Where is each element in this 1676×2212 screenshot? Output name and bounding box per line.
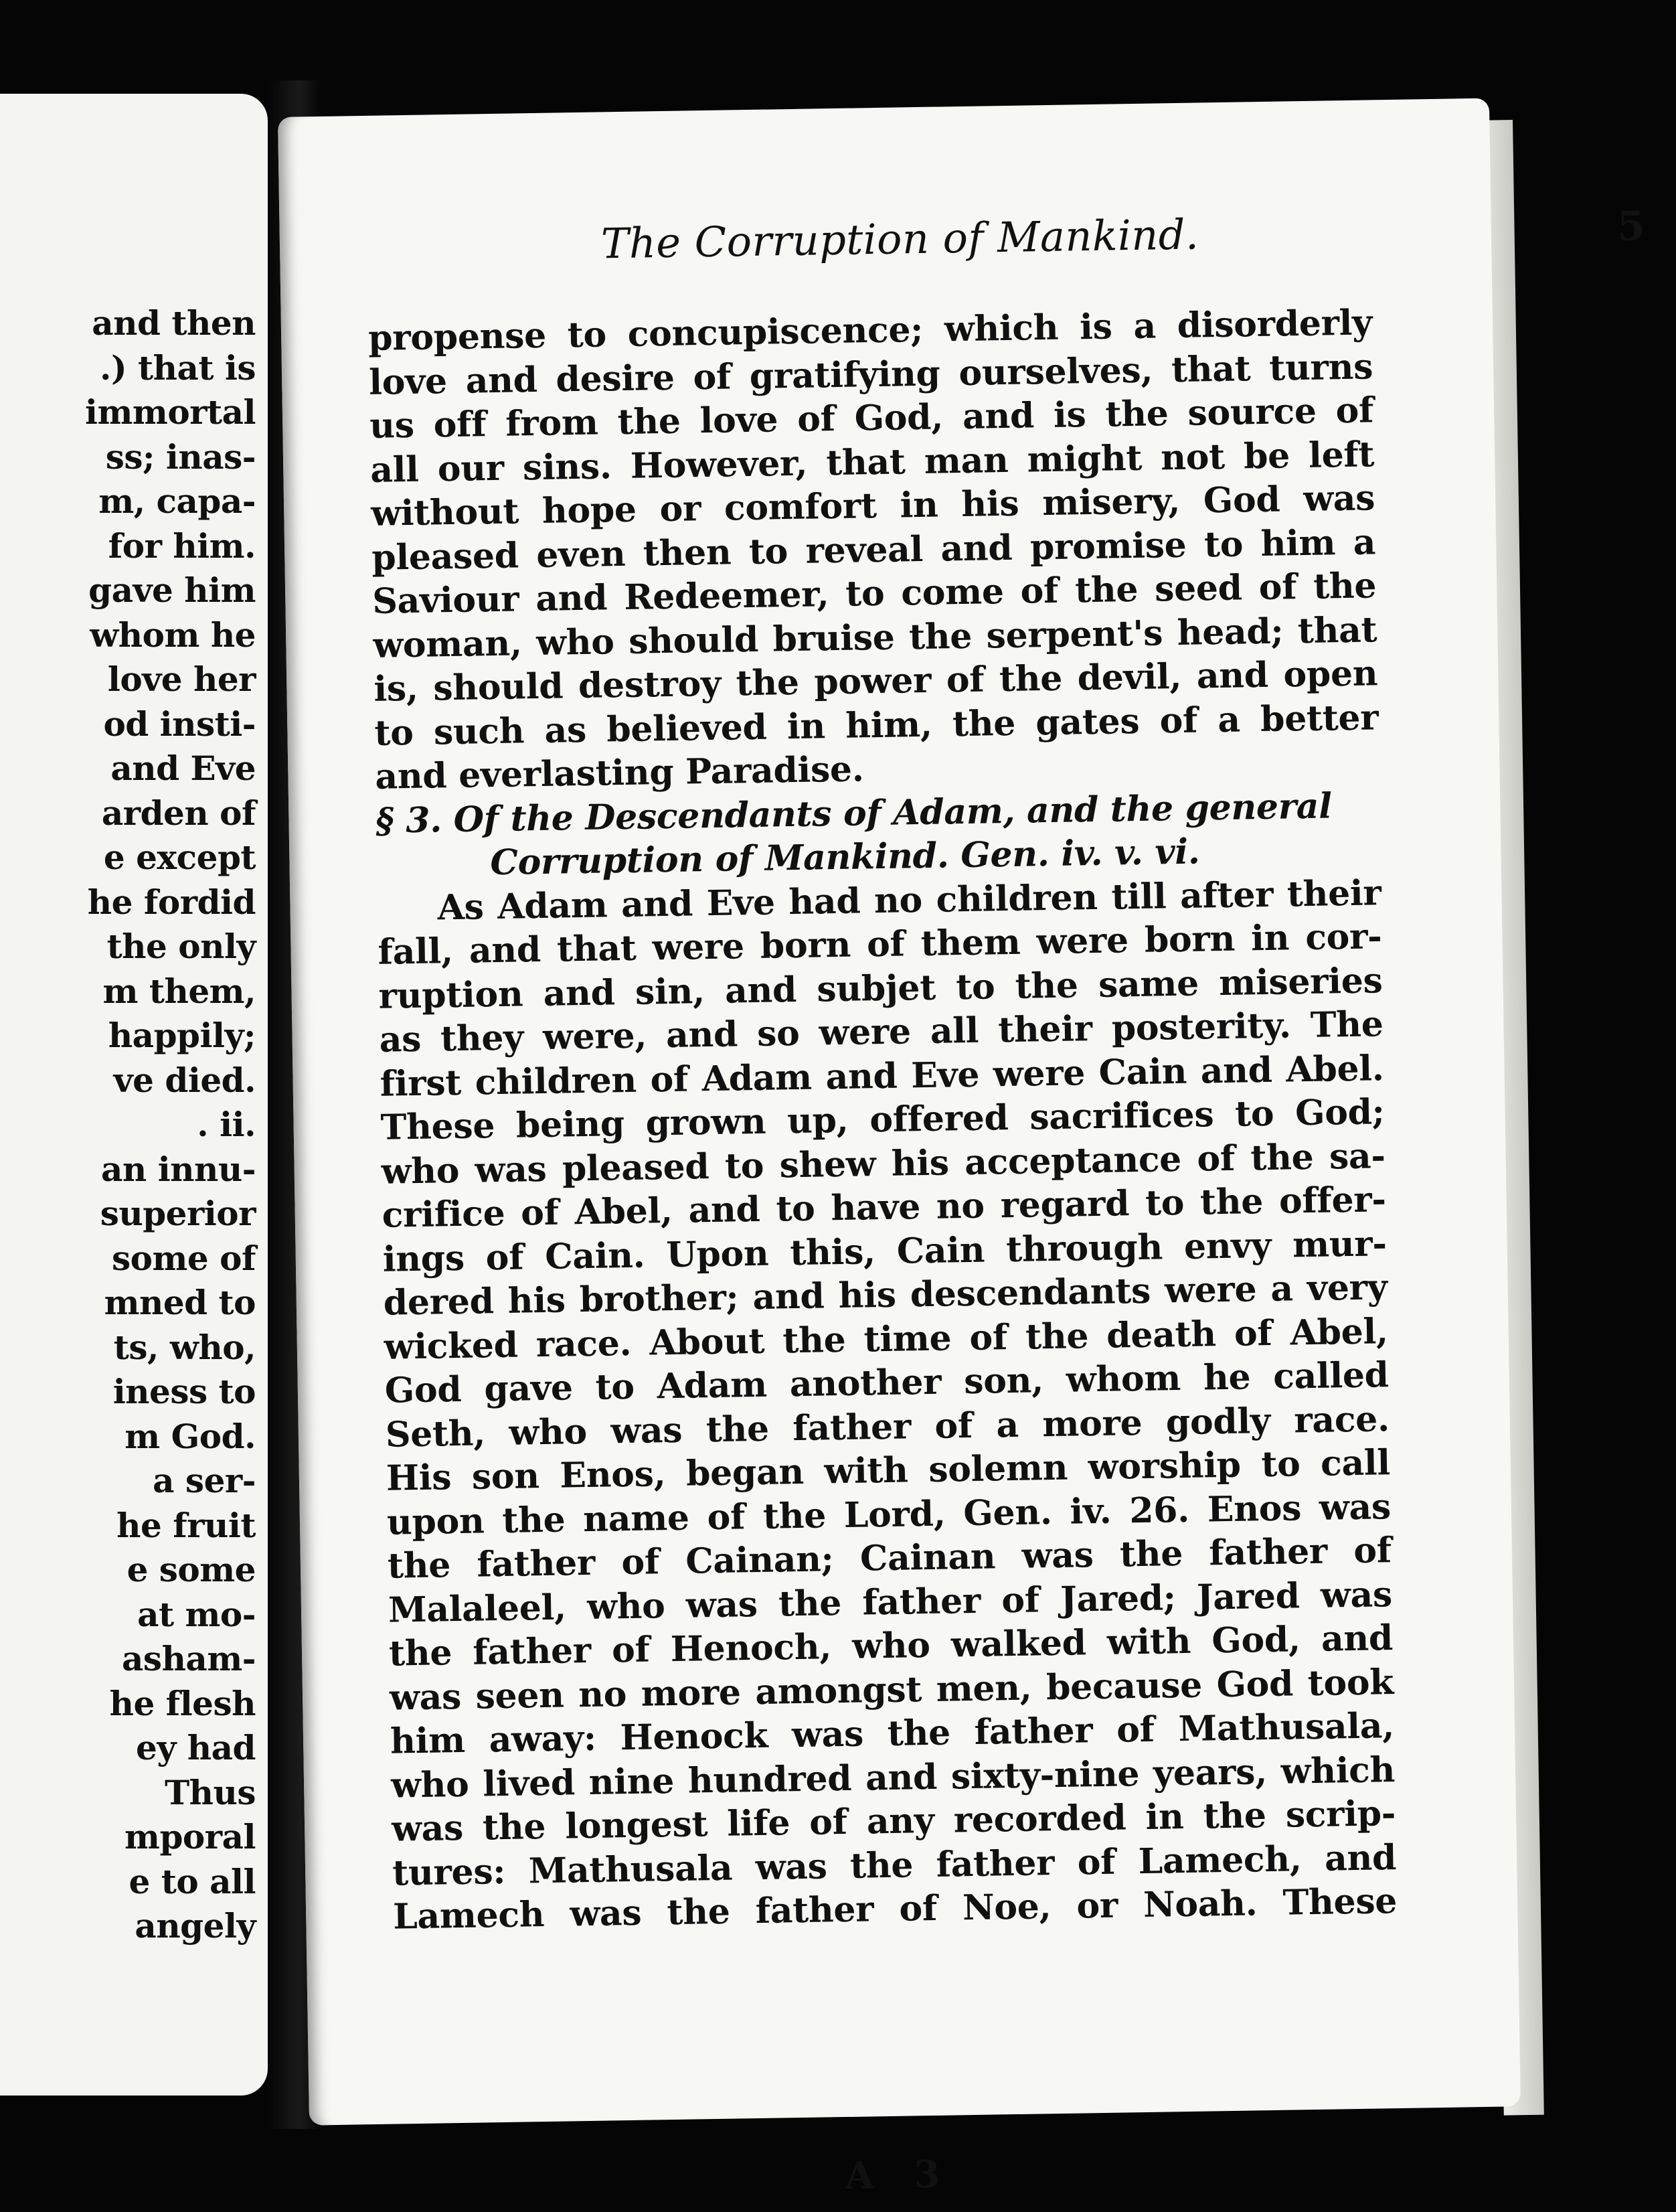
left-line: angely bbox=[135, 1906, 256, 1946]
text-line: ruption and sin, and subjet to the same miseries bbox=[378, 959, 1383, 1017]
text-line: is, should destroy the power of the devil, and open bbox=[373, 653, 1378, 710]
text-line: His son Enos, began with solemn worship to call bbox=[386, 1442, 1391, 1499]
text-line: and everlasting Paradise. bbox=[375, 748, 864, 797]
left-line: asham- bbox=[122, 1639, 256, 1678]
text-line: God gave to Adam another son, whom he called bbox=[384, 1354, 1390, 1411]
left-line: for him. bbox=[108, 526, 256, 566]
left-line: immortal bbox=[85, 392, 256, 432]
text-line: wicked race. About the time of the death of Abel, bbox=[384, 1310, 1389, 1368]
left-line: e to all bbox=[129, 1861, 256, 1901]
left-line: love her bbox=[107, 659, 256, 699]
text-line: crifice of Abel, and to have no regard to the offer- bbox=[382, 1179, 1387, 1236]
body-text bbox=[367, 301, 1398, 2199]
text-line: him away: Henock was the father of Mathusala, bbox=[390, 1705, 1395, 1762]
text-line: As Adam and Eve had no children till after their bbox=[437, 872, 1381, 928]
left-line: .) that is bbox=[100, 347, 256, 388]
text-line: all our sins. However, that man might not be left bbox=[369, 433, 1375, 491]
text-line: dered his brother; and his descendants were a very bbox=[383, 1267, 1388, 1324]
left-line: mporal bbox=[124, 1817, 256, 1856]
left-line: mned to bbox=[104, 1283, 256, 1322]
left-page bbox=[0, 94, 268, 2096]
section-heading: § 3. Of the Descendants of Adam, and the general bbox=[375, 785, 1333, 842]
left-line: an innu- bbox=[101, 1149, 256, 1189]
left-line: ey had bbox=[136, 1728, 256, 1767]
text-line: the father of Cainan; Cainan was the father of bbox=[387, 1530, 1392, 1587]
left-line: . ii. bbox=[197, 1105, 256, 1144]
left-line: some of bbox=[112, 1238, 256, 1278]
signature-mark: A 3 bbox=[844, 2152, 954, 2199]
text-line: woman, who should bruise the serpent's head; that bbox=[372, 609, 1377, 666]
text-line: first children of Adam and Eve were Cain and Abel. bbox=[380, 1047, 1384, 1105]
text-line: These being grown up, offered sacrifices to God; bbox=[380, 1091, 1386, 1148]
text-line: tures: Mathusala was the father of Lamech, and bbox=[392, 1836, 1397, 1894]
left-line: od insti- bbox=[103, 704, 256, 744]
running-head: The Corruption of Mankind. bbox=[600, 210, 1199, 268]
left-line: whom he bbox=[90, 615, 256, 655]
left-line: Thus bbox=[164, 1772, 256, 1812]
text-line: fall, and that were born of them were born in cor- bbox=[378, 916, 1382, 973]
left-line: ve died. bbox=[113, 1060, 256, 1100]
left-line: e some bbox=[127, 1550, 256, 1589]
text-line: as they were, and so were all their posterity. The bbox=[379, 1004, 1384, 1060]
left-line: he fordid bbox=[87, 882, 256, 922]
left-page-text bbox=[15, 301, 256, 1949]
text-line: pleased even then to reveal and promise to him a bbox=[371, 521, 1376, 578]
left-line: he fruit bbox=[116, 1505, 256, 1545]
left-line: and then bbox=[92, 303, 256, 343]
text-line: Malaleel, who was the father of Jared; Jared was bbox=[388, 1573, 1393, 1631]
left-line: a ser- bbox=[153, 1461, 256, 1500]
text-line: who lived nine hundred and sixty-nine years, which bbox=[390, 1749, 1396, 1806]
left-line: m, capa- bbox=[98, 481, 256, 521]
left-line: the only bbox=[106, 927, 256, 966]
text-line: love and desire of gratifying ourselves, that turns bbox=[368, 345, 1373, 403]
text-line: the father of Henoch, who walked with God, and bbox=[388, 1617, 1394, 1674]
text-line: was the longest life of any recorded in the scrip- bbox=[391, 1793, 1396, 1850]
text-line: us off from the love of God, and is the source of bbox=[369, 390, 1374, 447]
text-line: was seen no more amongst men, because God took bbox=[389, 1661, 1394, 1719]
left-line: gave him bbox=[88, 570, 256, 610]
page-header bbox=[600, 203, 1645, 272]
text-line: without hope or comfort in his misery, God was bbox=[370, 477, 1375, 534]
text-line: to such as believed in him, the gates of a better bbox=[373, 696, 1379, 754]
left-line: and Eve bbox=[110, 748, 256, 788]
left-line: m them, bbox=[102, 971, 256, 1011]
text-line: Saviour and Redeemer, to come of the seed of the bbox=[371, 565, 1377, 622]
left-line: ss; inas- bbox=[105, 437, 256, 477]
section-heading-continued: Corruption of Mankind. Gen. iv. v. vi. bbox=[490, 831, 1200, 884]
left-line: iness to bbox=[112, 1372, 256, 1411]
text-line: who was pleased to shew his acceptance of the sa- bbox=[381, 1135, 1386, 1192]
left-line: ts, who, bbox=[113, 1327, 256, 1367]
text-line: Lamech was the father of Noe, or Noah. These bbox=[392, 1881, 1398, 1938]
page-number: 5 bbox=[1616, 202, 1646, 250]
left-line: he flesh bbox=[109, 1683, 256, 1723]
left-line: m God. bbox=[124, 1416, 256, 1456]
right-page bbox=[278, 98, 1646, 2199]
text-line: propense to concupiscence; which is a disorderly bbox=[367, 302, 1373, 359]
left-line: e except bbox=[103, 838, 256, 877]
left-line: arden of bbox=[101, 793, 256, 833]
left-line: superior bbox=[100, 1194, 256, 1233]
left-line: happily; bbox=[108, 1016, 256, 1055]
left-line: at mo- bbox=[137, 1594, 256, 1634]
text-line: ings of Cain. Upon this, Cain through envy mur- bbox=[382, 1222, 1388, 1280]
text-line: Seth, who was the father of a more godly race. bbox=[385, 1398, 1390, 1455]
text-line: upon the name of the Lord, Gen. iv. 26. Enos was bbox=[386, 1486, 1392, 1543]
